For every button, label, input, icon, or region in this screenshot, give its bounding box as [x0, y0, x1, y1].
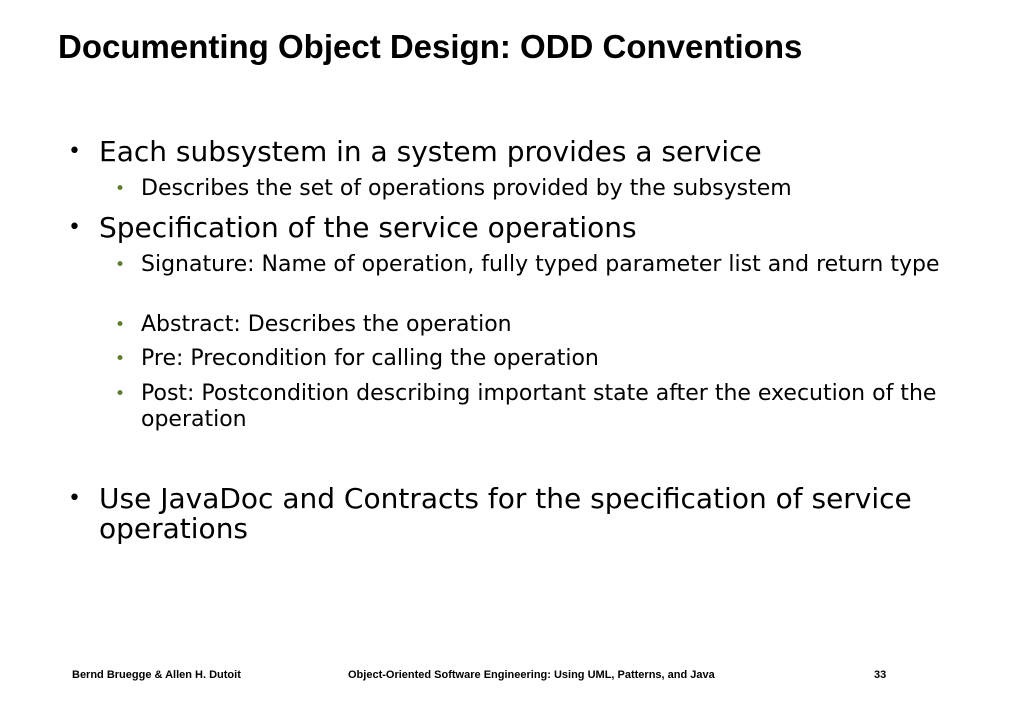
sub-bullet-text: Abstract: Describes the operation: [141, 312, 512, 337]
bullet-text: Specification of the service operations: [99, 211, 637, 244]
bullet-dot-icon: •: [68, 486, 81, 511]
sub-bullet-text: Describes the set of operations provided by the subsystem: [141, 176, 792, 201]
sub-bullet-text: Pre: Precondition for calling the operation: [141, 346, 599, 371]
footer-page-number: 33: [874, 669, 887, 681]
bullet-dot-icon: •: [68, 215, 81, 240]
slide-title: Documenting Object Design: ODD Conventions: [58, 28, 803, 65]
bullet-text: Each subsystem in a system provides a service: [99, 135, 762, 168]
bullet-text: Use JavaDoc and Contracts for the specification of service operations: [99, 482, 912, 545]
sub-bullet-text: Post: Postcondition describing important state after the execution of the operation: [141, 381, 937, 432]
sub-bullet-dot-icon: •: [115, 315, 126, 335]
sub-bullet-dot-icon: •: [115, 349, 126, 369]
sub-bullet-dot-icon: •: [115, 384, 126, 404]
footer-book-title: Object-Oriented Software Engineering: Using UML, Patterns, and Java: [348, 669, 715, 681]
sub-bullet-dot-icon: •: [115, 255, 126, 275]
sub-bullet-dot-icon: •: [115, 179, 126, 199]
bullet-dot-icon: •: [68, 139, 81, 164]
footer-authors: Bernd Bruegge & Allen H. Dutoit: [72, 669, 241, 681]
sub-bullet-text: Signature: Name of operation, fully typed parameter list and return type: [141, 252, 940, 277]
